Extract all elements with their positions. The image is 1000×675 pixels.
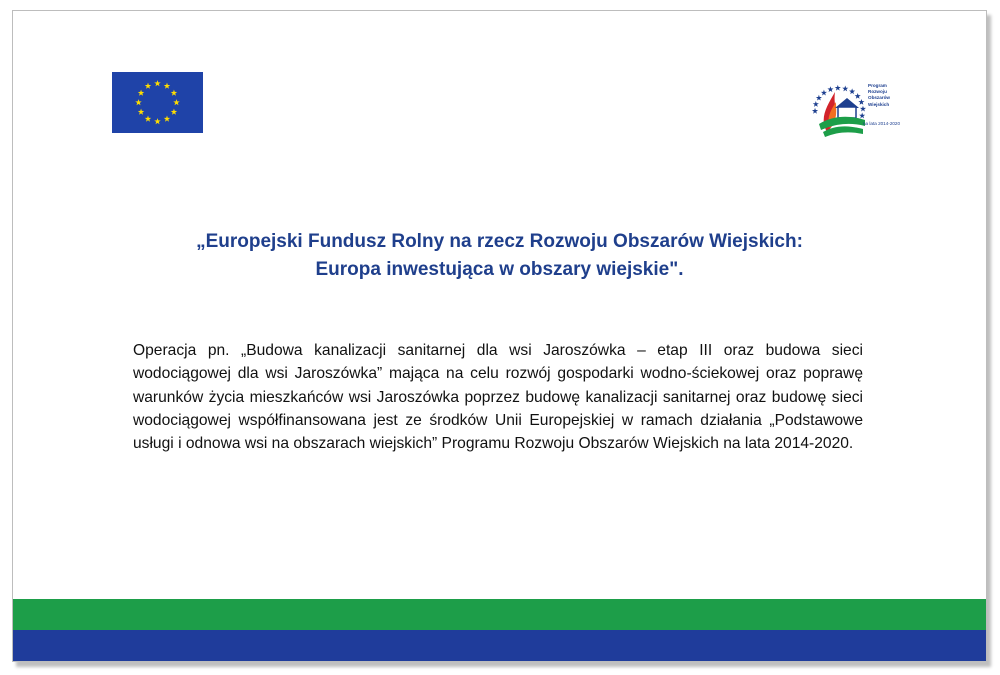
operation-description: Operacja pn. „Budowa kanalizacji sanitarnej dla wsi Jaroszówka – etap III oraz budowa sieci wodociągowej dla wsi Jaroszówka” mająca na celu rozwój gospodarki wodno-ściekowej oraz poprawę warunków życia mieszkańców wsi Jaroszówka poprzez budowę kanalizacji sanitarnej oraz budowę sieci wodociągowej współfinansowana jest ze środków Unii Europejskiej w ramach działania „Podstawowe usługi i odnowa wsi na obszarach wiejskich” Programu Rozwoju Obszarów Wiejskich na lata 2014-2020.: [133, 342, 863, 453]
information-board: [12, 10, 987, 662]
headline-line-1: „Europejski Fundusz Rolny na rzecz Rozwoju Obszarów Wiejskich:: [196, 231, 803, 252]
eu-flag-icon: [112, 72, 203, 133]
prow-logo-icon: [805, 74, 905, 144]
headline: [73, 228, 926, 284]
prow-logo-years: na lata 2014-2020: [863, 121, 901, 126]
green-stripe: [13, 599, 986, 630]
headline-line-2: Europa inwestująca w obszary wiejskie".: [315, 259, 684, 280]
prow-logo-text: Program Rozwoju Obszarów Wiejskich: [868, 83, 890, 107]
blue-stripe: [13, 630, 986, 661]
